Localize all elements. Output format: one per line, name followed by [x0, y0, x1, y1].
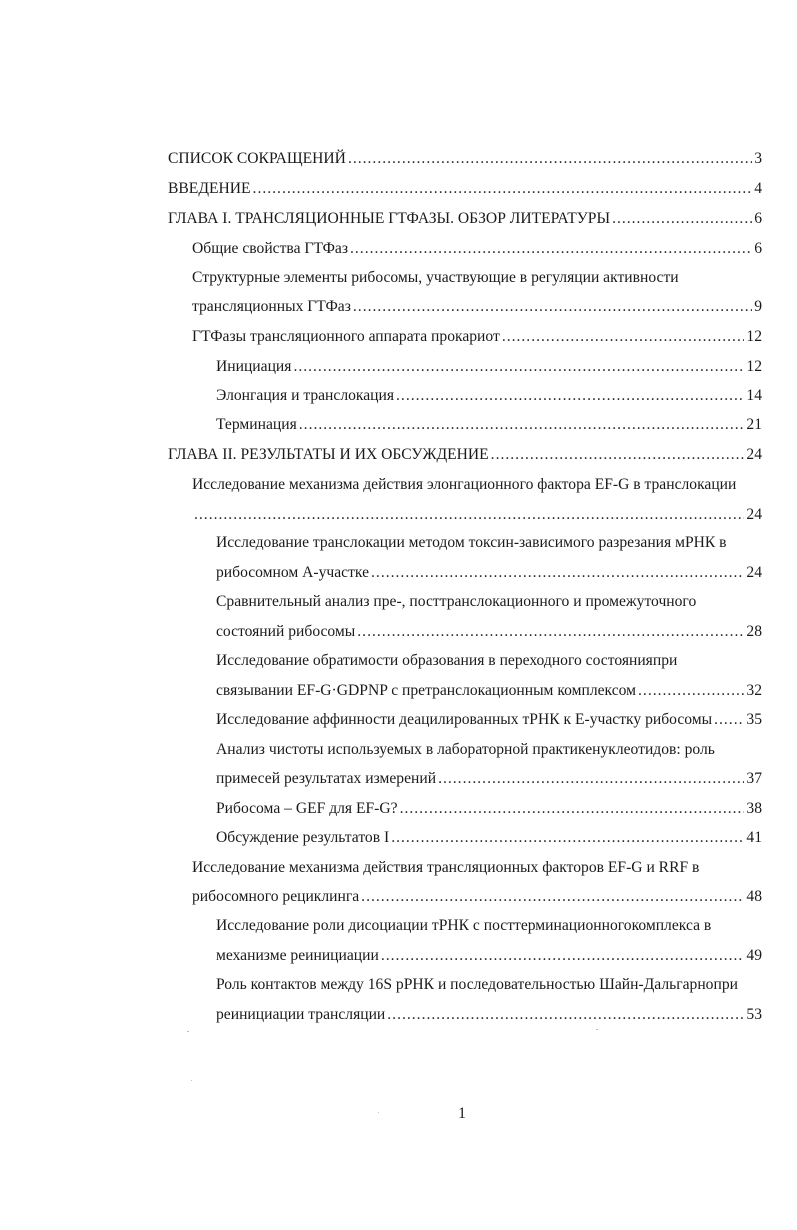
toc-entry-title: Терминация — [216, 416, 297, 433]
toc-entry-abbreviations — [168, 147, 762, 171]
toc-entry-trna-dissociation — [216, 944, 762, 968]
toc-entry-page: 3 — [754, 150, 762, 167]
dot-leader — [381, 944, 745, 968]
dot-leader — [299, 413, 745, 437]
toc-entry-page: 24 — [746, 446, 762, 463]
toc-entry-title: связывании EF-G·GDPNP с претранслокационным комплексом — [216, 682, 637, 699]
toc-entry-ribosome-gef — [216, 797, 762, 821]
dot-leader — [253, 177, 753, 201]
toc-entry-page: 38 — [746, 800, 762, 817]
toc-entry-elongation — [216, 384, 762, 408]
toc-entry-affinity — [216, 708, 762, 732]
scan-speck — [187, 1031, 189, 1032]
scan-speck — [191, 1080, 192, 1081]
dot-leader — [357, 620, 744, 644]
toc-entry-title: реинициации трансляции — [216, 1006, 386, 1023]
toc-entry-title: трансляционных ГТФаз — [192, 298, 351, 315]
toc-entry-chapter-2 — [168, 443, 762, 467]
toc-entry-title: Исследование механизма действия трансляционных факторов EF-G и RRF в — [192, 859, 700, 876]
scan-speck — [596, 1029, 598, 1030]
toc-entry-reversibility — [216, 679, 762, 703]
toc-entry-page: 6 — [754, 210, 762, 227]
toc-entry-structural-elements-line1 — [192, 266, 762, 290]
toc-entry-shine-dalgarno-line1 — [216, 973, 762, 997]
toc-entry-page: 12 — [746, 358, 762, 375]
dot-leader — [293, 355, 744, 379]
toc-entry-title: механизме реинициации — [216, 947, 379, 964]
toc-entry-title: Анализ чистоты используемых в лабораторной практикенуклеотидов: роль — [216, 741, 715, 758]
dot-leader — [350, 237, 752, 261]
dot-leader — [438, 767, 744, 791]
toc-entry-page: 6 — [754, 240, 762, 257]
scan-speck — [378, 1112, 379, 1113]
toc-entry-title: Исследование обратимости образования в переходного состоянияпри — [216, 652, 678, 669]
toc-entry-page: 48 — [746, 888, 762, 905]
toc-entry-toxin-cleavage — [216, 561, 762, 585]
toc-entry-title: рибосомного рециклинга — [192, 888, 360, 905]
toc-entry-trna-dissociation-line1 — [216, 914, 762, 938]
toc-entry-page: 21 — [746, 416, 762, 433]
toc-entry-toxin-cleavage-line1 — [216, 531, 762, 555]
toc-entry-title: ГЛАВА I. ТРАНСЛЯЦИОННЫЕ ГТФАЗЫ. ОБЗОР ЛИТЕРАТУРЫ — [168, 210, 611, 227]
toc-entry-title: Обсуждение результатов I — [216, 829, 390, 846]
toc-entry-termination — [216, 413, 762, 437]
toc-entry-efg-mechanism-line1 — [192, 473, 762, 497]
toc-entry-title: ГТФазы трансляционного аппарата прокариот — [192, 328, 500, 345]
toc-entry-efg-rrf — [192, 885, 762, 909]
toc-entry-title: СПИСОК СОКРАЩЕНИЙ — [168, 150, 346, 167]
toc-entry-title: Структурные элементы рибосомы, участвующие в регуляции активности — [192, 269, 679, 286]
toc-entry-chapter-1 — [168, 207, 762, 231]
dot-leader — [361, 885, 744, 909]
toc-entry-title: Общие свойства ГТФаз — [192, 240, 348, 257]
toc-entry-shine-dalgarno — [216, 1003, 762, 1027]
toc-entry-title: Исследование роли дисоциации тРНК с посттерминационногокомплекса в — [216, 917, 712, 934]
toc-entry-comparative-analysis — [216, 620, 762, 644]
toc-entry-page: 37 — [746, 770, 762, 787]
toc-entry-page: 28 — [746, 623, 762, 640]
toc-entry-title: Роль контактов между 16S рРНК и последовательностью Шайн-Дальгарнопри — [216, 976, 738, 993]
toc-entry-title: рибосомном А-участке — [216, 564, 370, 581]
dot-leader — [194, 503, 744, 527]
toc-entry-initiation — [216, 355, 762, 379]
page-number: 1 — [458, 1105, 466, 1122]
toc-entry-page: 35 — [746, 711, 762, 728]
toc-entry-efg-rrf-line1 — [192, 856, 762, 880]
dot-leader — [348, 147, 752, 171]
toc-entry-gtpase-properties — [192, 237, 762, 261]
dot-leader — [491, 443, 745, 467]
dot-leader — [387, 1003, 744, 1027]
toc-entry-title: ГЛАВА II. РЕЗУЛЬТАТЫ И ИХ ОБСУЖДЕНИЕ — [168, 446, 489, 463]
toc-entry-title: Исследование аффинности деацилированных тРНК к Е-участку рибосомы — [216, 711, 713, 728]
toc-entry-purity-analysis — [216, 767, 762, 791]
toc-entry-page: 53 — [746, 1006, 762, 1023]
toc-entry-discussion-1 — [216, 826, 762, 850]
toc-entry-title: Исследование транслокации методом токсин-зависимого разрезания мРНК в — [216, 534, 727, 551]
toc-entry-page: 49 — [746, 947, 762, 964]
toc-entry-structural-elements — [192, 295, 762, 319]
toc-entry-title: примесей результатах измерений — [216, 770, 437, 787]
toc-entry-page: 24 — [746, 506, 762, 523]
dot-leader — [371, 561, 744, 585]
toc-entry-efg-mechanism — [192, 503, 762, 527]
dot-leader — [714, 708, 744, 732]
toc-entry-page: 41 — [746, 829, 762, 846]
toc-entry-page: 32 — [746, 682, 762, 699]
toc-entry-reversibility-line1 — [216, 649, 762, 673]
toc-entry-title: ВВЕДЕНИЕ — [168, 180, 251, 197]
dot-leader — [502, 325, 745, 349]
toc-entry-title: Элонгация и транслокация — [216, 387, 395, 404]
dot-leader — [353, 295, 752, 319]
dot-leader — [396, 384, 744, 408]
toc-entry-page: 12 — [746, 328, 762, 345]
toc-entry-title: Сравнительный анализ пре-, посттранслокационного и промежуточного — [216, 593, 697, 610]
dot-leader — [612, 207, 752, 231]
toc-entry-purity-analysis-line1 — [216, 738, 762, 762]
toc-entry-title: состояний рибосомы — [216, 623, 356, 640]
dot-leader — [391, 826, 744, 850]
toc-entry-introduction — [168, 177, 762, 201]
toc-entry-title: Исследование механизма действия элонгационного фактора EF-G в транслокации — [192, 476, 737, 493]
toc-entry-title: Инициация — [216, 358, 292, 375]
toc-entry-page: 24 — [746, 564, 762, 581]
dot-leader — [638, 679, 744, 703]
toc-entry-page: 4 — [754, 180, 762, 197]
toc-entry-title: Рибосома – GEF для EF-G? — [216, 800, 398, 817]
dot-leader — [400, 797, 745, 821]
toc-entry-page: 14 — [746, 387, 762, 404]
toc-entry-comparative-analysis-line1 — [216, 590, 762, 614]
toc-entry-prokaryotic-gtpases — [192, 325, 762, 349]
toc-entry-page: 9 — [754, 298, 762, 315]
